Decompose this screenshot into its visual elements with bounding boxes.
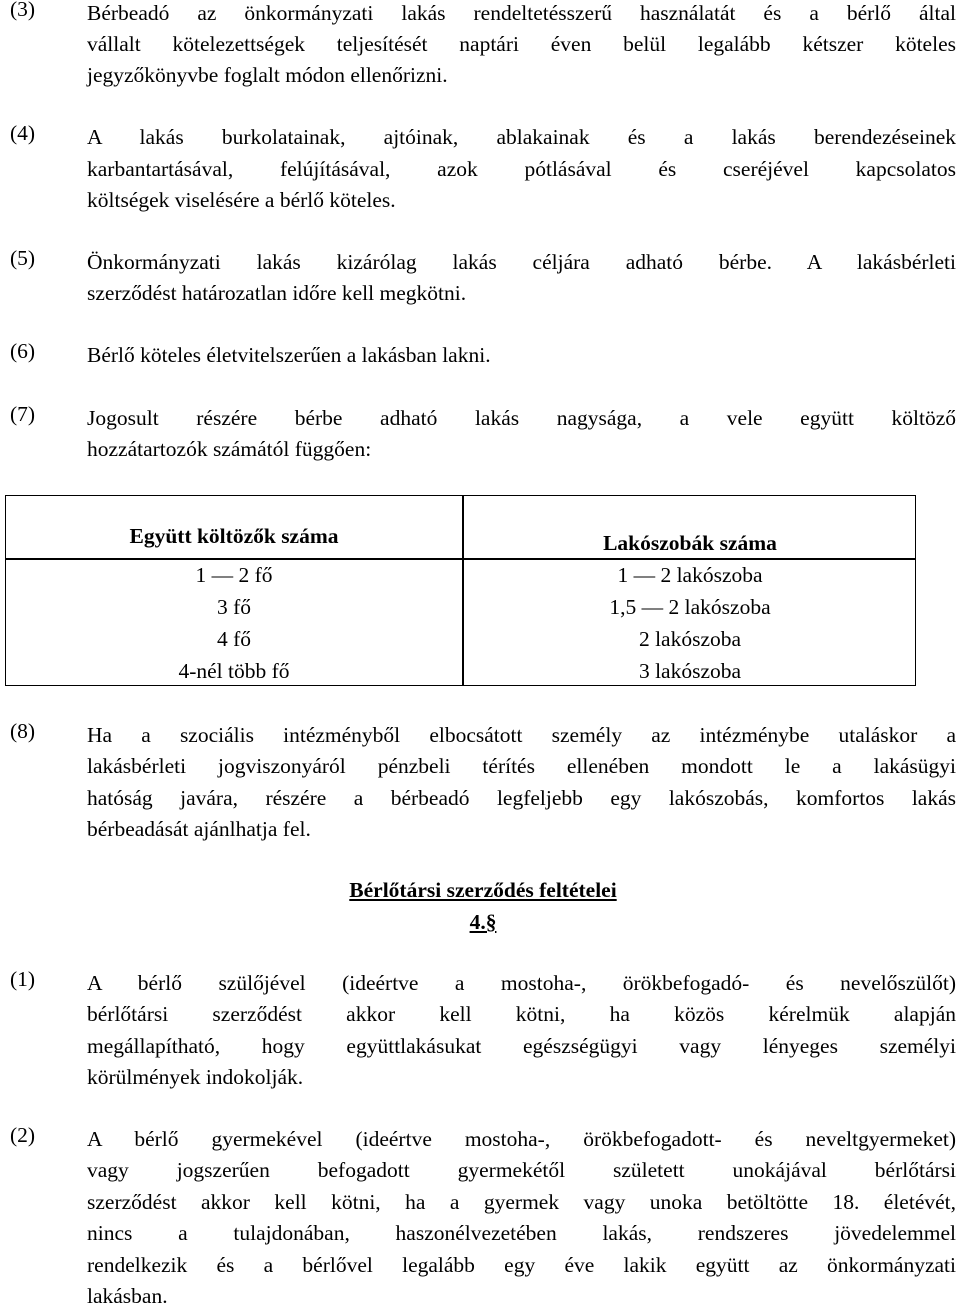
section-number-text: 4.§: [469, 910, 497, 934]
paragraph-number: (4): [10, 121, 36, 145]
paragraph-number: (3): [10, 0, 36, 21]
table-header-rooms: Lakószobák száma: [603, 531, 777, 555]
paragraph-line: hatóság javára, részére a bérbeadó legfeljebb egy lakószobás, komfortos lakás: [87, 786, 956, 810]
section-number: [3, 906, 960, 938]
paragraph-line: karbantartásával, felújításával, azok pótlásával és cseréjével kapcsolatos: [87, 157, 956, 181]
paragraph-line: Ha a szociális intézményből elbocsátott személy az intézménybe utaláskor a: [87, 723, 956, 747]
table-cell: 1,5 — 2 lakószoba: [609, 595, 771, 619]
paragraph-line: Jogosult részére bérbe adható lakás nagysága, a vele együtt költöző: [87, 406, 956, 430]
paragraph-line: A bérlő szülőjével (ideértve a mostoha-, örökbefogadó- és nevelőszülőt): [87, 971, 956, 995]
paragraph-number: (6): [10, 339, 36, 363]
table-header-movers: Együtt költözők száma: [129, 524, 339, 548]
table-cell: 1 — 2 lakószoba: [617, 563, 763, 587]
table-cell: 1 — 2 fő: [195, 563, 273, 587]
room-size-table: [5, 495, 916, 686]
paragraph-line: költségek viselésére a bérlő köteles.: [87, 188, 396, 212]
table-cell: 2 lakószoba: [638, 627, 742, 651]
paragraph-line: szerződést akkor kell kötni, ha a gyermek vagy unoka betöltötte 18. életévét,: [87, 1190, 956, 1214]
paragraph-line: Önkormányzati lakás kizárólag lakás céljára adható bérbe. A lakásbérleti: [87, 250, 956, 274]
paragraph-line: A bérlő gyermekével (ideértve mostoha-, örökbefogadott- és neveltgyermeket): [87, 1127, 956, 1151]
paragraph-line: nincs a tulajdonában, haszonélvezetében lakás, rendszeres jövedelemmel: [87, 1221, 956, 1245]
paragraph-line: hozzátartozók számától függően:: [87, 437, 372, 461]
paragraph-number: (7): [10, 402, 36, 426]
paragraph-line: megállapítható, hogy együttlakásukat egészségügyi vagy lényeges személyi: [87, 1034, 956, 1058]
paragraph-number: (2): [10, 1123, 36, 1147]
section-title: Bérlőtársi szerződés feltételei: [349, 878, 617, 902]
paragraph-line: rendelkezik és a bérlővel legalább egy éve lakik együtt az önkormányzati: [87, 1253, 956, 1277]
paragraph-line: Bérbeadó az önkormányzati lakás rendeltetésszerű használatát és a bérlő által: [87, 1, 956, 25]
paragraph-number: (8): [10, 719, 36, 743]
paragraph-line: lakásban.: [87, 1284, 168, 1308]
table-cell: 3 lakószoba: [638, 659, 742, 683]
paragraph-line: vagy jogszerűen befogadott gyermekétől született unokájával bérlőtársi: [87, 1158, 956, 1182]
paragraph-line: Bérlő köteles életvitelszerűen a lakásban lakni.: [87, 343, 491, 367]
paragraph-line: bérlőtársi szerződést akkor kell kötni, ha közös kérelmük alapján: [87, 1002, 956, 1026]
paragraph-number: (5): [10, 246, 36, 270]
table-cell: 4-nél több fő: [178, 659, 290, 683]
paragraph-line: A lakás burkolatainak, ajtóinak, ablakainak és a lakás berendezéseinek: [87, 125, 956, 149]
paragraph-number: (1): [10, 967, 36, 991]
paragraph-line: bérbeadását ajánlhatja fel.: [87, 817, 311, 841]
paragraph-line: vállalt kötelezettségek teljesítését naptári éven belül legalább kétszer köteles: [87, 32, 956, 56]
paragraph-line: körülmények indokolják.: [87, 1065, 304, 1089]
paragraph-line: lakásbérleti jogviszonyáról pénzbeli térítés ellenében mondott le a lakásügyi: [87, 754, 956, 778]
table-cell: 4 fő: [216, 627, 252, 651]
paragraph-line: jegyzőkönyvbe foglalt módon ellenőrizni.: [87, 63, 448, 87]
paragraph-line: szerződést határozatlan időre kell megkötni.: [87, 281, 467, 305]
table-cell: 3 fő: [216, 595, 252, 619]
